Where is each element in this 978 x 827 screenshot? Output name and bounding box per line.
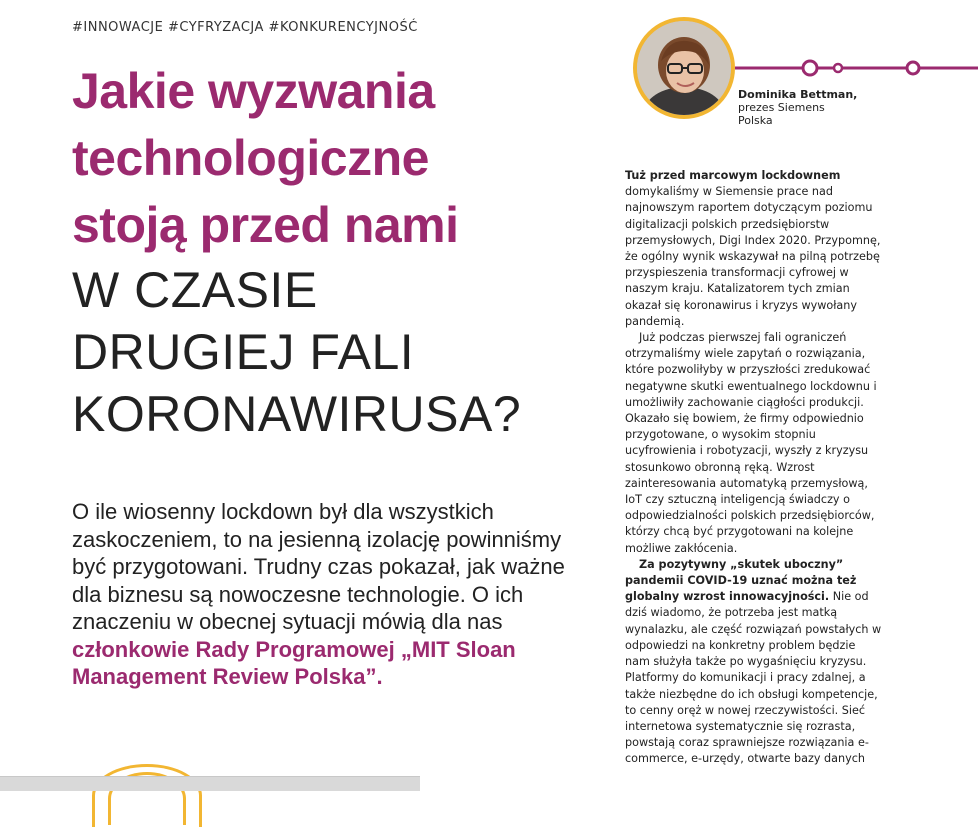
author-role-line-1: prezes Siemens [738, 101, 825, 114]
article-p3-bold: Za pozytywny „skutek uboczny” pandemii COVID-19 uznać można też globalny wzrost innowacyjności. [625, 557, 857, 604]
article-p1-bold: Tuż przed marcowym lockdownem [625, 169, 841, 182]
author-role-line-2: Polska [738, 114, 773, 127]
author-caption [738, 88, 898, 127]
lead-paragraph [72, 498, 572, 691]
viewer-bottom-bar [0, 776, 420, 791]
timeline-decoration-icon [735, 56, 978, 80]
headline-line-3: stoją przed nami [72, 197, 459, 253]
author-name: Dominika Bettman, [738, 88, 858, 101]
headline-line-5: DRUGIEJ FALI [72, 324, 415, 380]
article-p1-text: domykaliśmy w Siemensie prace nad najnowszym raportem dotyczącym poziomu digitalizacji polskich przedsiębiorstw przemysłowych, Digi Index 2020. Przypomnę, że ogólny wynik wskazywał na pilną potrzebę przyspieszenia transformacji cyfrowej w naszym kraju. Katalizatorem tych zmian okazał się koronawirus i kryzys wywołany pandemią. [625, 185, 881, 328]
author-portrait [633, 17, 735, 119]
headline [72, 58, 592, 445]
article-p3-text: Nie od dziś wiadomo, że potrzeba jest matką wynalazku, ale część rozwiązań powstałych w odpowiedzi na konkretny problem będzie nam służyła także po wygaśnięciu kryzysu. Platformy do komunikacji i pracy zdalnej, a także niezbędne do ich obsługi kompetencje, to cenny oręż w nowej rzeczywistości. Sieć internetowa systematycznie się rozrasta, powstają coraz sprawniejsze rozwiązania e-commerce, e-urzędy, otwarte bazy danych [625, 590, 882, 766]
article-paragraph-2: Już podczas pierwszej fali ograniczeń otrzymaliśmy wiele zapytań o rozwiązania, które pozwoliłyby w przyszłości zredukować negatywne skutki ewentualnego lockdownu i umożliwiły zachowanie ciągłości produkcji. Okazało się bowiem, że firmy odpowiednio przygotowane, o wysokim stopniu ucyfrowienia i robotyzacji, wyszły z kryzysu stosunkowo obronną ręką. Wzrost zainteresowania automatyką przemysłową, IoT czy sztuczną inteligencją świadczy o odpowiedzialności polskich przedsiębiorców, którzy chcą być przygotowani na kolejne możliwe zakłócenia. [625, 331, 877, 555]
headline-line-4: W CZASIE [72, 262, 318, 318]
tag-line: #INNOWACJE #CYFRYZACJA #KONKURENCYJNOŚĆ [72, 20, 418, 35]
headline-line-2: technologiczne [72, 130, 429, 186]
headline-line-1: Jakie wyzwania [72, 63, 435, 119]
lead-text: O ile wiosenny lockdown był dla wszystkich zaskoczeniem, to na jesienną izolację powinniśmy być przygotowani. Trudny czas pokazał, jak ważne dla biznesu są nowoczesne technologie. O ich znaczeniu w obecnej sytuacji mówią dla nas [72, 499, 565, 634]
portrait-illustration-icon [637, 21, 731, 115]
lead-highlight: członkowie Rady Programowej „MIT Sloan Management Review Polska”. [72, 636, 516, 689]
article-paragraph-1 [625, 168, 883, 330]
headline-line-6: KORONAWIRUSA? [72, 386, 522, 442]
article-paragraph-3 [625, 557, 883, 768]
article-column [625, 168, 883, 768]
